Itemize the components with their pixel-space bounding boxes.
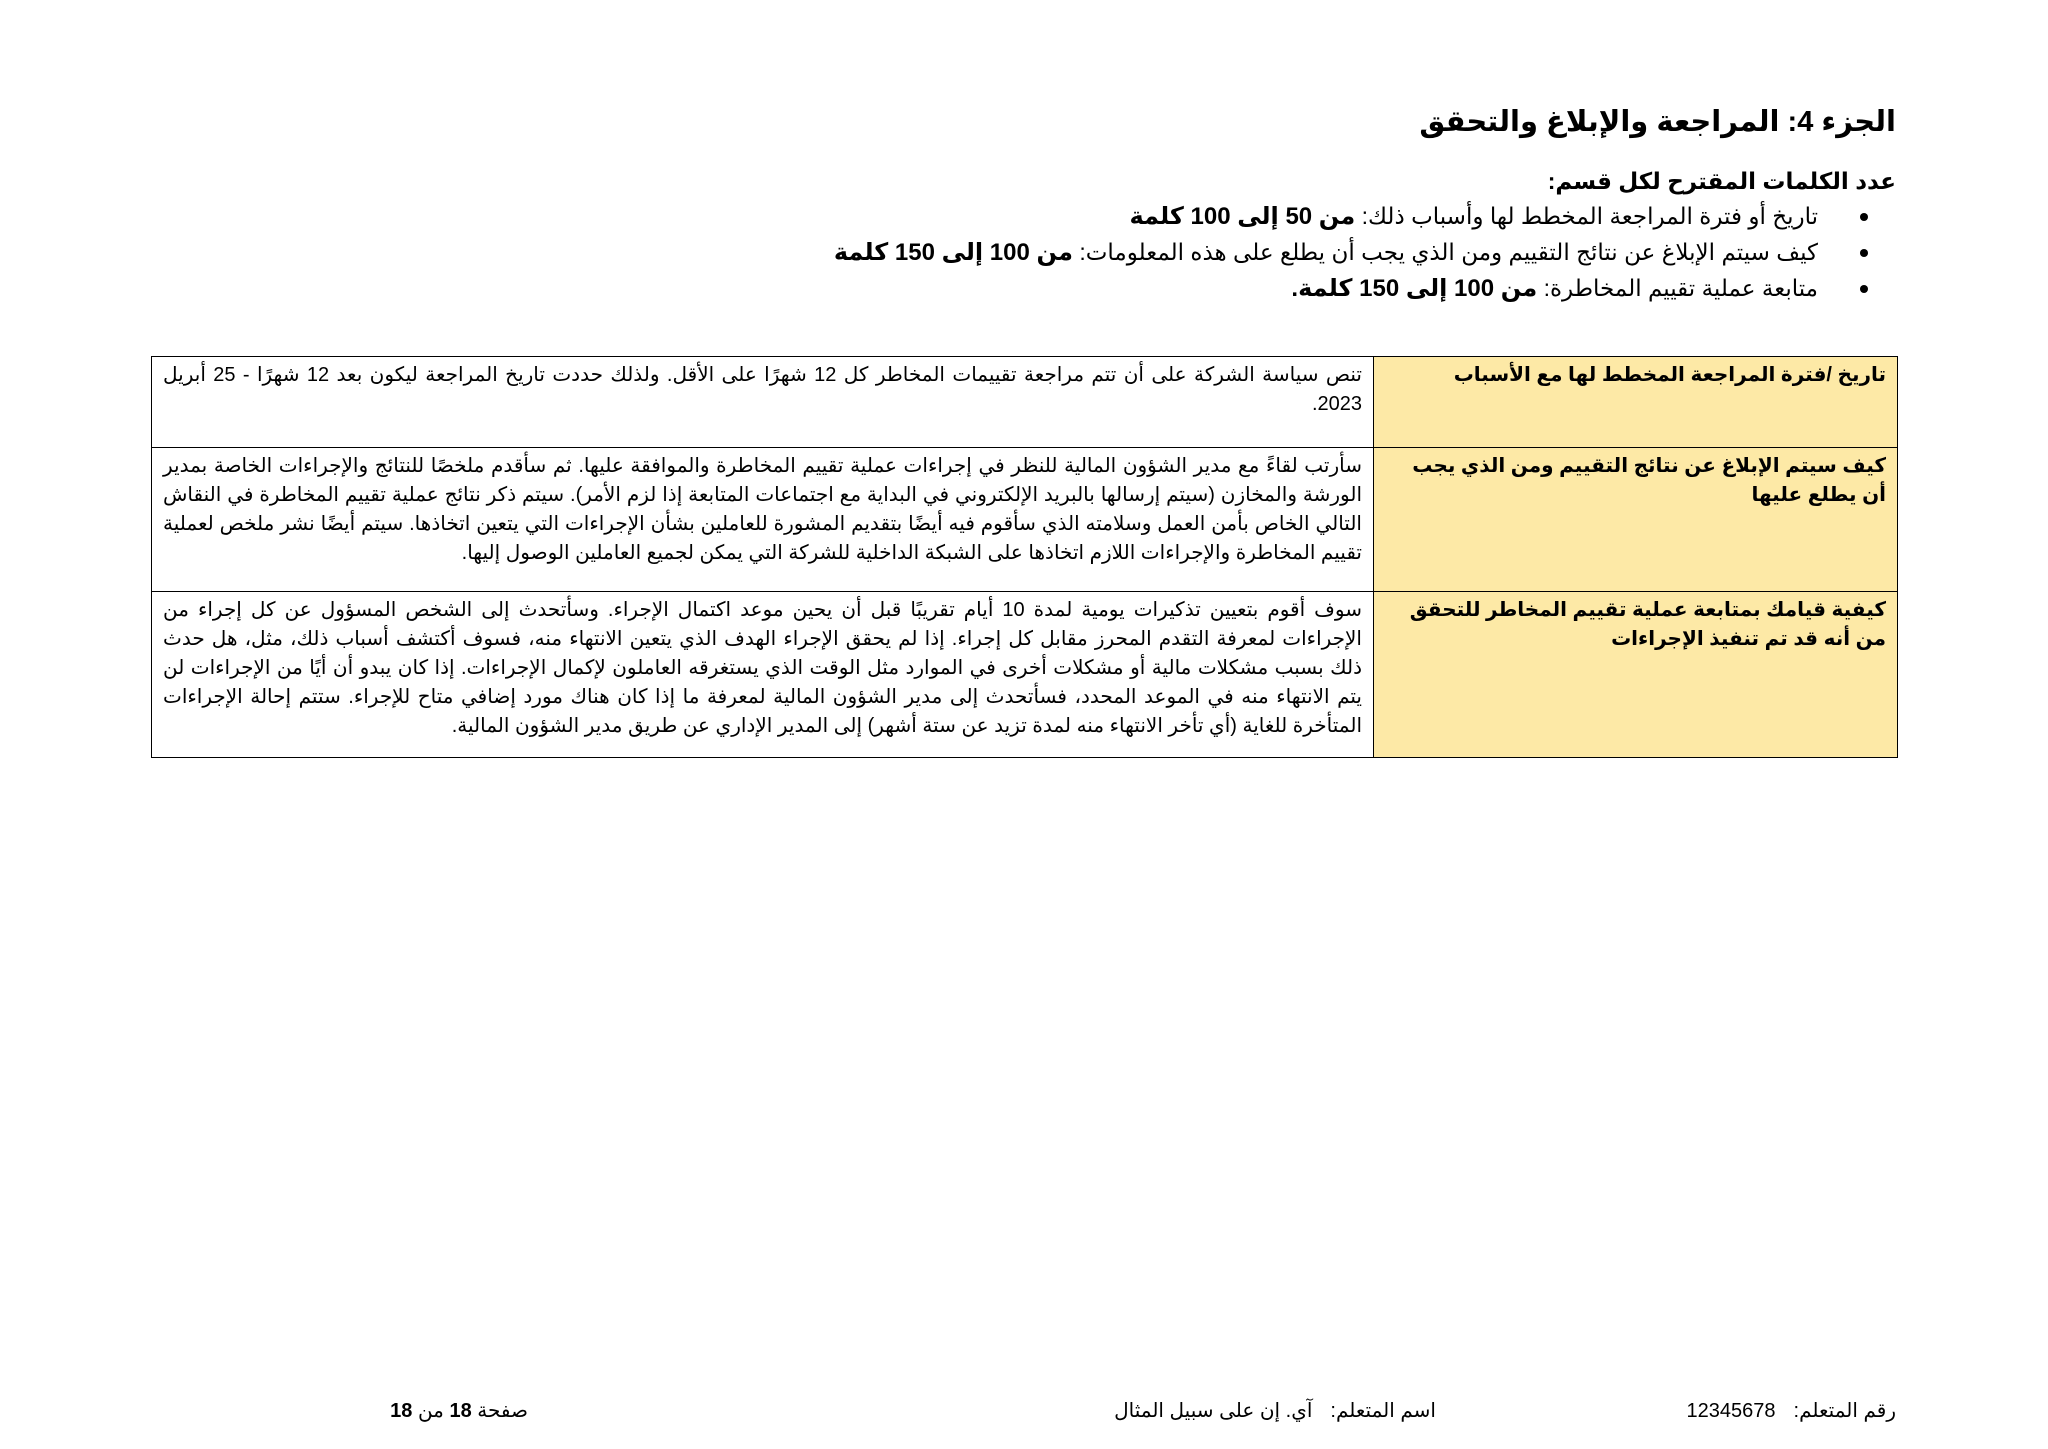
learner-number-value: 12345678 bbox=[1686, 1400, 1776, 1422]
row-label: كيفية قيامك بمتابعة عملية تقييم المخاطر للتحقق من أنه قد تم تنفيذ الإجراءات bbox=[1374, 592, 1898, 758]
section-heading: الجزء 4: المراجعة والإبلاغ والتحقق bbox=[1419, 106, 1896, 138]
list-item bbox=[834, 234, 1896, 270]
word-count-title: عدد الكلمات المقترح لكل قسم: bbox=[1547, 168, 1896, 194]
row-label: تاريخ /فترة المراجعة المخطط لها مع الأسباب bbox=[1374, 357, 1898, 448]
row-content: سأرتب لقاءً مع مدير الشؤون المالية للنظر في إجراءات عملية تقييم المخاطرة والموافقة عليها. ثم سأقدم ملخصًا للنتائج والإجراءات الخاصة بمدير الورشة والمخازن (سيتم إرسالها بالبريد الإلكتروني في البداية مع اجتماعات المتابعة إذا لزم الأمر). سيتم ذكر نتائج عملية تقييم المخاطرة في النقاش التالي الخاص بأمن العمل وسلامته الذي سأقوم فيه أيضًا بتقديم المشورة للعاملين بشأن الإجراءات التي يتعين اتخاذها. سيتم أيضًا نشر ملخص لعملية تقييم المخاطرة والإجراءات اللازم اتخاذها على الشبكة الداخلية للشركة التي يمكن لجميع العاملين الوصول إليها. bbox=[152, 448, 1374, 592]
list-item-text: تاريخ أو فترة المراجعة المخطط لها وأسباب ذلك: bbox=[1355, 203, 1818, 229]
table-row bbox=[152, 448, 1898, 592]
page-word: صفحة bbox=[477, 1400, 528, 1422]
list-item-count: من 100 إلى 150 كلمة. bbox=[1291, 275, 1538, 302]
learner-number-label: رقم المتعلم: bbox=[1793, 1400, 1896, 1422]
table-row bbox=[152, 357, 1898, 448]
learner-name-value: آي. إن على سبيل المثال bbox=[1114, 1400, 1313, 1422]
row-label: كيف سيتم الإبلاغ عن نتائج التقييم ومن الذي يجب أن يطلع عليها bbox=[1374, 448, 1898, 592]
list-item-text: كيف سيتم الإبلاغ عن نتائج التقييم ومن الذي يجب أن يطلع على هذه المعلومات: bbox=[1072, 239, 1818, 265]
bullet-icon bbox=[1860, 213, 1868, 221]
word-count-list bbox=[834, 198, 1896, 306]
bullet-icon bbox=[1860, 285, 1868, 293]
page-footer bbox=[0, 1398, 2048, 1428]
list-item bbox=[834, 198, 1896, 234]
bullet-icon bbox=[1860, 249, 1868, 257]
page-number bbox=[390, 1398, 528, 1423]
review-table bbox=[151, 356, 1898, 758]
page-of: من bbox=[417, 1400, 444, 1422]
table-row bbox=[152, 592, 1898, 758]
list-item bbox=[834, 270, 1896, 306]
row-content: تنص سياسة الشركة على أن تتم مراجعة تقييمات المخاطر كل 12 شهرًا على الأقل. ولذلك حددت تاريخ المراجعة ليكون بعد 12 شهرًا - 25 أبريل 2023. bbox=[152, 357, 1374, 448]
row-content: سوف أقوم بتعيين تذكيرات يومية لمدة 10 أيام تقريبًا قبل أن يحين موعد اكتمال الإجراء. وسأتحدث إلى الشخص المسؤول عن كل إجراء من الإجراءات لمعرفة التقدم المحرز مقابل كل إجراء. إذا لم يحقق الإجراء الهدف الذي يتعين الانتهاء منه، فسوف أكتشف أسباب ذلك، مثل، هل حدث ذلك بسبب مشكلات مالية أو مشكلات أخرى في الموارد مثل الوقت الذي يستغرقه العاملون لإكمال الإجراءات. إذا كان يبدو أن أيًا من الإجراءات لن يتم الانتهاء منه في الموعد المحدد، فسأتحدث إلى مدير الشؤون المالية لمعرفة ما إذا كان هناك مورد إضافي متاح للإجراء. ستتم إحالة الإجراءات المتأخرة للغاية (أي تأخر الانتهاء منه لمدة تزيد عن ستة أشهر) إلى المدير الإداري عن طريق مدير الشؤون المالية. bbox=[152, 592, 1374, 758]
learner-name bbox=[1114, 1398, 1436, 1423]
list-item-count: من 50 إلى 100 كلمة bbox=[1129, 203, 1356, 230]
list-item-count: من 100 إلى 150 كلمة bbox=[833, 239, 1073, 266]
learner-name-label: اسم المتعلم: bbox=[1330, 1400, 1436, 1422]
learner-number bbox=[1687, 1398, 1896, 1423]
page-total: 18 bbox=[390, 1400, 413, 1422]
list-item-text: متابعة عملية تقييم المخاطرة: bbox=[1537, 275, 1818, 301]
page-current: 18 bbox=[449, 1400, 472, 1422]
